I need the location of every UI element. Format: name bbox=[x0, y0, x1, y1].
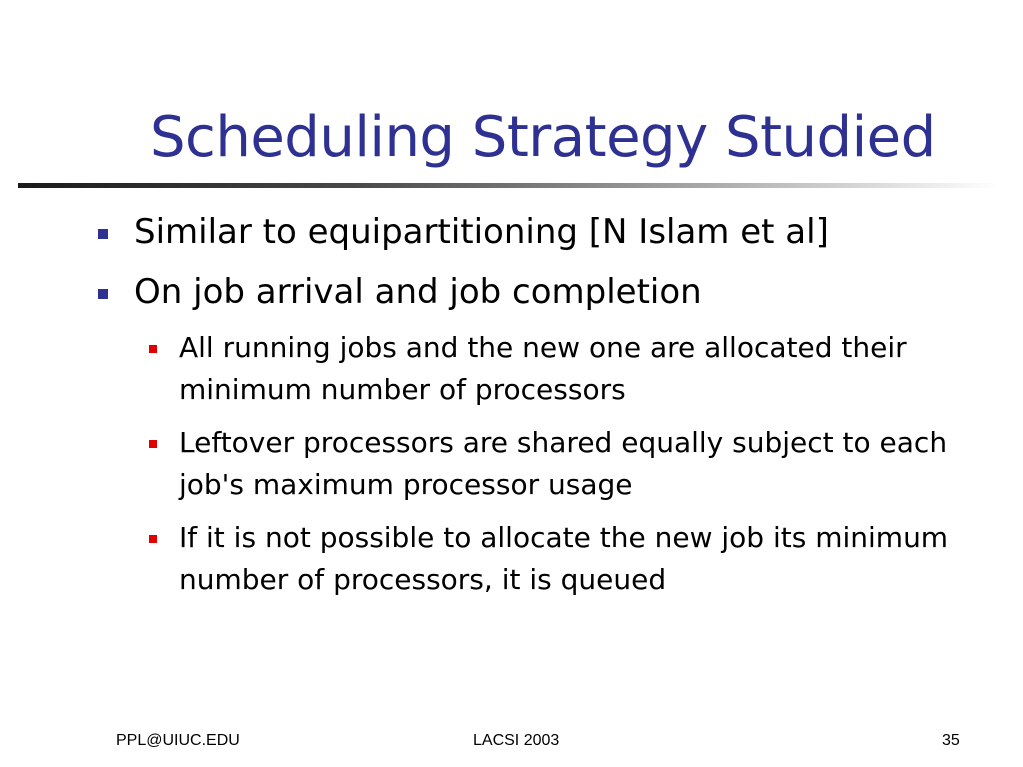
bullet-text: On job arrival and job completion bbox=[134, 272, 702, 312]
square-bullet-icon bbox=[149, 345, 157, 353]
sub-bullet-text: If it is not possible to allocate the new job its minimum number of processors, it is queued bbox=[179, 521, 949, 596]
square-bullet-icon bbox=[98, 229, 108, 239]
sub-bullet-text: All running jobs and the new one are allocated their minimum number of processors bbox=[179, 331, 907, 406]
title-divider bbox=[18, 183, 998, 188]
bullet-text: Similar to equipartitioning [N Islam et al] bbox=[134, 212, 829, 252]
footer-center: LACSI 2003 bbox=[473, 732, 560, 749]
slide-title: Scheduling Strategy Studied bbox=[150, 105, 936, 170]
square-bullet-icon bbox=[149, 535, 157, 543]
page-number: 35 bbox=[942, 732, 960, 749]
square-bullet-icon bbox=[98, 289, 108, 299]
square-bullet-icon bbox=[149, 440, 157, 448]
footer-left: PPL@UIUC.EDU bbox=[116, 732, 240, 749]
sub-bullet-text: Leftover processors are shared equally subject to each job's maximum processor usage bbox=[179, 426, 948, 501]
